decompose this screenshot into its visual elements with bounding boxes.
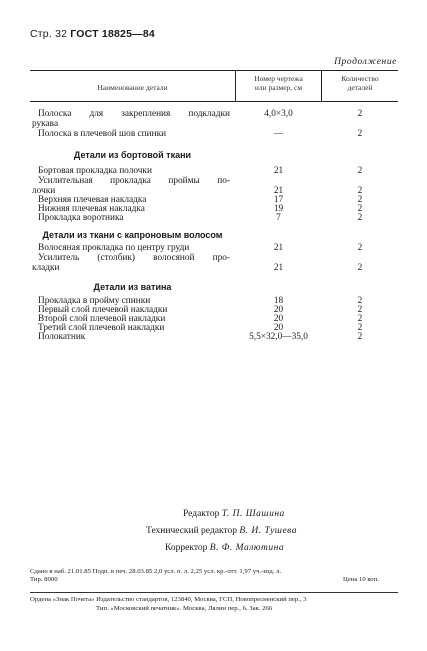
detail-name: Полоска в плечевой шов спинки bbox=[38, 129, 167, 139]
header-name: Наименование детали bbox=[97, 83, 168, 92]
detail-qty: 2 bbox=[357, 323, 363, 333]
page-header bbox=[30, 28, 155, 40]
detail-name: Верхняя плечевая накладка bbox=[38, 195, 147, 205]
detail-number: 21 bbox=[273, 166, 284, 176]
credit-proofreader bbox=[165, 543, 284, 554]
detail-name: Полокатник bbox=[38, 332, 86, 342]
detail-name: кладки bbox=[32, 263, 60, 273]
table-row bbox=[30, 332, 398, 342]
table-top-rule bbox=[30, 70, 398, 71]
detail-qty: 2 bbox=[357, 166, 363, 176]
table-row bbox=[30, 263, 398, 273]
detail-number: — bbox=[273, 129, 284, 139]
credit-tech-editor bbox=[146, 526, 297, 537]
detail-name: Второй слой плечевой накладки bbox=[38, 314, 166, 324]
credit-person: В. И. Тушева bbox=[239, 526, 297, 536]
detail-qty: 2 bbox=[357, 129, 363, 139]
section-title: Детали из ватина bbox=[93, 282, 172, 292]
detail-name: Прокладка в пройму спинки bbox=[38, 296, 151, 306]
standard-id: ГОСТ 18825—84 bbox=[70, 28, 155, 40]
credit-person: В. Ф. Малютина bbox=[209, 543, 285, 553]
imprint-line-1: Сдано в наб. 21.01.85 Подп. в печ. 28.03.85 2,0 усл. п. л. 2,25 усл. кр.-отт. 1,97 уч.-изд. л. bbox=[30, 568, 282, 575]
imprint-rule bbox=[30, 592, 398, 593]
header-quantity-line: деталей bbox=[347, 83, 373, 92]
section-title: Детали из ткани с капроновым волосом bbox=[42, 230, 223, 240]
detail-name: Усилительная прокладка проймы по- bbox=[38, 176, 230, 186]
detail-name: рукава bbox=[32, 119, 59, 129]
detail-qty: 2 bbox=[357, 332, 363, 342]
detail-qty: 2 bbox=[357, 186, 363, 196]
detail-number: 19 bbox=[273, 204, 284, 214]
header-number-line: Номер чертежа bbox=[254, 74, 303, 83]
table-row bbox=[30, 243, 398, 253]
header-number-line: или размер, см bbox=[254, 83, 303, 92]
imprint-publisher: Ордена «Знак Почета» Издательство стандартов, 123840, Москва, ГСП, Новопресненский пер., 3 bbox=[30, 596, 307, 603]
detail-qty: 2 bbox=[357, 263, 363, 273]
table-row bbox=[30, 166, 398, 176]
table-row bbox=[30, 129, 398, 139]
continuation-label: Продолжение bbox=[334, 57, 397, 67]
credit-editor bbox=[183, 509, 285, 520]
detail-number: 21 bbox=[273, 263, 284, 273]
detail-name: Нижняя плечевая накладка bbox=[38, 204, 145, 214]
detail-number: 20 bbox=[273, 323, 284, 333]
detail-number: 20 bbox=[273, 305, 284, 315]
credit-person: Т. П. Шашина bbox=[221, 509, 285, 519]
detail-number: 21 bbox=[273, 186, 284, 196]
page-number: Стр. 32 bbox=[30, 28, 68, 40]
detail-qty: 2 bbox=[357, 213, 363, 223]
detail-name: Полоска для закрепления подкладки bbox=[38, 109, 230, 119]
credit-role: Корректор bbox=[165, 543, 208, 553]
imprint-circulation: Тир. 8000 bbox=[30, 576, 58, 583]
detail-name: Усилитель (столбик) волосяной про- bbox=[38, 253, 230, 263]
detail-qty: 2 bbox=[357, 204, 363, 214]
table-row bbox=[30, 213, 398, 223]
detail-number: 20 bbox=[273, 314, 284, 324]
detail-name: Первый слой плечевой накладки bbox=[38, 305, 168, 315]
detail-name: Бортовая прокладка полочки bbox=[38, 166, 152, 176]
table-row bbox=[30, 119, 398, 129]
detail-qty: 2 bbox=[357, 305, 363, 315]
detail-number: 4,0×3,0 bbox=[264, 109, 293, 119]
detail-qty: 2 bbox=[357, 243, 363, 253]
detail-qty: 2 bbox=[357, 109, 363, 119]
credit-role: Технический редактор bbox=[146, 526, 237, 536]
credit-role: Редактор bbox=[183, 509, 220, 519]
header-number bbox=[236, 74, 321, 92]
table-header-rule bbox=[30, 101, 398, 102]
detail-qty: 2 bbox=[357, 314, 363, 324]
detail-qty: 2 bbox=[357, 195, 363, 205]
header-quantity bbox=[322, 74, 398, 92]
detail-name: лочки bbox=[32, 186, 56, 196]
detail-number: 7 bbox=[276, 213, 281, 223]
detail-number: 18 bbox=[273, 296, 284, 306]
detail-number: 17 bbox=[273, 195, 284, 205]
detail-qty: 2 bbox=[357, 296, 363, 306]
imprint-printer: Тип. «Московский печатник». Москва, Лялин пер., 6. Зак. 266 bbox=[96, 605, 273, 612]
detail-name: Третий слой плечевой накладки bbox=[38, 323, 165, 333]
table-row bbox=[30, 253, 398, 263]
section-title: Детали из бортовой ткани bbox=[73, 150, 192, 160]
table-row bbox=[30, 176, 398, 186]
imprint-price: Цена 10 коп. bbox=[343, 576, 379, 583]
header-quantity-line: Количество bbox=[341, 74, 379, 83]
table-row bbox=[30, 109, 398, 119]
detail-name: Прокладка воротника bbox=[38, 213, 124, 223]
detail-number: 5,5×32,0—35,0 bbox=[249, 332, 308, 342]
detail-name: Волосяная прокладка по центру груди bbox=[38, 243, 190, 253]
detail-number: 21 bbox=[273, 243, 284, 253]
